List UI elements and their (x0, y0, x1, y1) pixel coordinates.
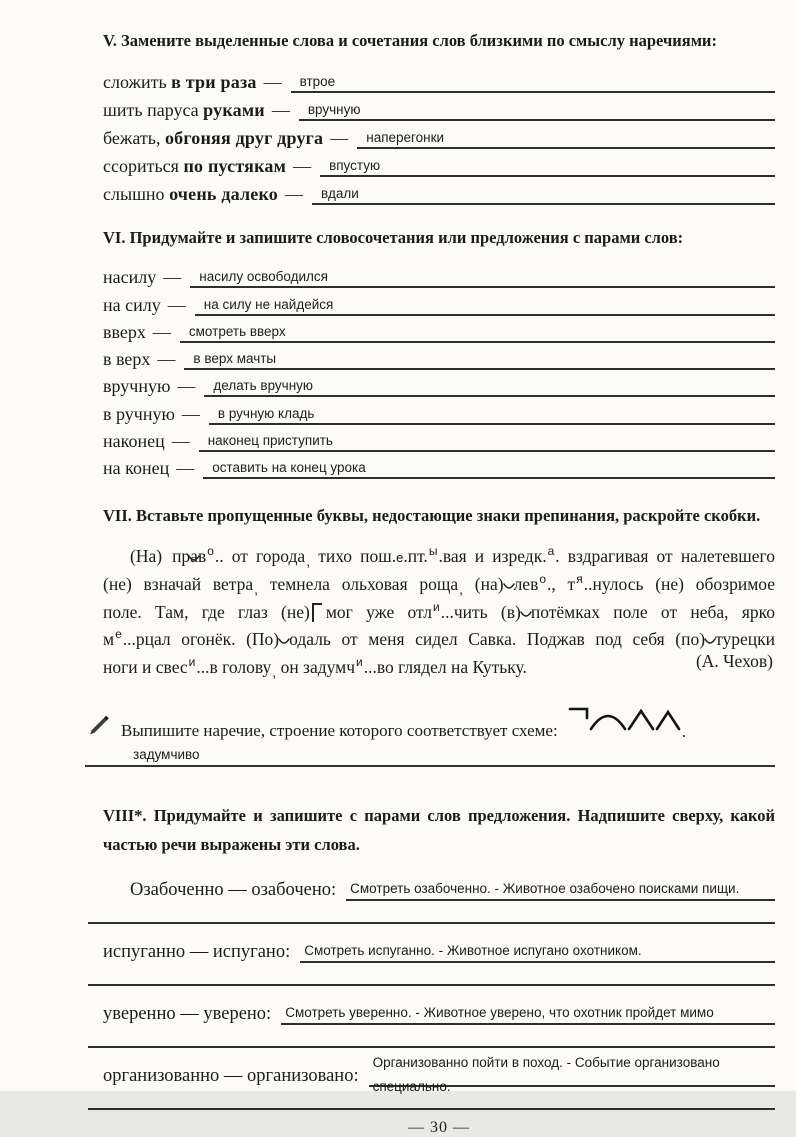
passage-line (103, 538, 776, 570)
passage-text: м (103, 629, 115, 650)
label-highlighted: очень далеко (169, 184, 279, 204)
label-text: шить паруса (103, 100, 204, 120)
dash: — (293, 156, 312, 176)
handwritten-letter: а (547, 544, 555, 559)
morpheme-scheme-icon (568, 702, 680, 740)
label-text: бежать, (103, 128, 165, 148)
item-label (103, 100, 265, 121)
passage-text: (на) (463, 573, 504, 594)
passage-text: одаль от меня сидел Савка. Поджав под себя (по) (289, 629, 706, 650)
exercise-row (103, 65, 775, 93)
item-label: уверенно — уверено: (103, 1004, 272, 1025)
item-label (103, 184, 278, 205)
answer-blank (299, 95, 775, 121)
label-highlighted: обгоняя друг друга (164, 128, 324, 148)
passage-line (103, 566, 776, 597)
handwritten-answer: впустую (329, 158, 381, 173)
passage-text: ..нулось (не) обозримое (583, 573, 776, 594)
passage-text: ...в голову (196, 656, 272, 677)
exercise-row (103, 397, 775, 424)
dash: — (167, 294, 186, 315)
handwritten-answer: Организованно пойти в поход. - Событие организовано (372, 1055, 720, 1071)
handwritten-letter: е (115, 627, 122, 642)
handwritten-letter: о (539, 571, 547, 586)
pencil-task-answer: задумчиво (133, 747, 200, 763)
item-label: организованно — организовано: (103, 1066, 359, 1087)
answer-blank (281, 993, 775, 1025)
exercise-vi-heading: VI. Придумайте и запишите словосочетания или предложения с парами слов: (103, 228, 684, 247)
dash: — (176, 458, 195, 479)
handwritten-answer-line2: специально. (372, 1079, 451, 1095)
passage-text: (На) (130, 546, 163, 567)
handwritten-letter: о (207, 544, 214, 559)
label-text: сложить (103, 72, 172, 92)
exercise-row (103, 261, 775, 288)
handwritten-answer: Смотреть озабоченно. - Животное озабочено поисками пищи. (350, 881, 740, 897)
dash: — (157, 349, 176, 370)
handwritten-letter: я (576, 571, 583, 586)
exercise-row (103, 149, 775, 177)
item-label: вверх (103, 321, 146, 342)
ruled-line (88, 922, 775, 924)
exercise-row (103, 370, 775, 397)
join-mark-icon (503, 573, 515, 601)
pencil-task (87, 702, 775, 742)
exercise-row (103, 121, 775, 149)
passage-text: (не) взначай ветра (103, 573, 254, 594)
handwritten-answer: в ручную кладь (217, 405, 315, 421)
handwritten-answer: в верх мачты (193, 351, 277, 367)
item-label: насилу (103, 267, 157, 288)
separate-mark-icon (312, 603, 322, 622)
passage-text: темнела ольховая роща (258, 573, 459, 594)
passage-text: поле. Там, где глаз (не) (103, 601, 310, 622)
exercise-row (103, 931, 775, 963)
item-label: вручную (103, 376, 171, 397)
answer-blank (184, 344, 775, 370)
handwritten-answer: наконец приступить (207, 433, 333, 449)
answer-blank (346, 869, 775, 901)
exercise-viii-heading: VIII*. Придумайте и запишите с парами слов предложения. Надпишите сверху, какой частью речи выражены эти слова. (103, 806, 775, 855)
handwritten-answer: делать вручную (213, 378, 314, 394)
handwritten-answer: вручную (307, 102, 361, 117)
join-mark-icon (161, 545, 173, 573)
handwritten-letter: и (188, 654, 196, 669)
answer-blank (180, 317, 775, 343)
label-highlighted: по пустякам (183, 156, 287, 176)
handwritten-answer: на силу не найдейся (203, 296, 334, 312)
pencil-icon (87, 714, 111, 742)
scheme-period: . (681, 722, 686, 742)
dash: — (152, 321, 171, 342)
item-label: наконец (103, 431, 165, 452)
handwritten-answer: втрое (299, 74, 336, 89)
exercise-v-rows (103, 65, 775, 205)
handwritten-letter: , (272, 663, 277, 680)
join-mark-icon (278, 628, 290, 656)
ruled-line (85, 765, 775, 767)
exercise-viii-blocks (103, 869, 775, 1110)
item-label (103, 128, 323, 149)
handwritten-answer: насилу освободился (199, 269, 328, 285)
handwritten-answer: Смотреть уверенно. - Животное уверено, что охотник пройдет мимо (285, 1005, 714, 1021)
item-label: Озабоченно — озабочено: (130, 880, 337, 901)
exercise-row (103, 425, 775, 452)
exercise-row (103, 452, 775, 479)
answer-blank (209, 399, 775, 425)
handwritten-letter: и (356, 654, 363, 669)
handwritten-answer: оставить на конец урока (212, 460, 366, 476)
answer-blank (195, 290, 775, 316)
passage-text: ., т (547, 573, 576, 594)
handwritten-letter: ы (428, 544, 438, 559)
passage-text: турецки (715, 629, 775, 650)
item-label: испуганно — испугано: (103, 942, 291, 963)
item-label: в ручную (103, 403, 175, 424)
passage-text: .. от города (214, 546, 306, 567)
answer-blank (300, 931, 775, 963)
passage-text: ...рцал огонёк. (По) (122, 629, 280, 650)
dash: — (177, 376, 196, 397)
author-attribution: (А. Чехов) (695, 651, 773, 672)
answer-blank (312, 179, 775, 205)
label-highlighted: в три раза (171, 72, 257, 92)
dash: — (330, 128, 349, 148)
exercise-block (103, 869, 775, 924)
passage-text: прав (172, 546, 207, 567)
dash: — (163, 267, 182, 288)
exercise-row (103, 343, 775, 370)
answer-blank (357, 123, 775, 149)
dash: — (271, 100, 290, 120)
handwritten-letter: е (396, 550, 404, 566)
answer-blank (190, 262, 775, 288)
exercise-vi-rows (103, 261, 775, 479)
answer-blank (203, 453, 775, 479)
handwritten-answer: наперегонки (366, 130, 445, 145)
passage-text: ...чить (в) (440, 601, 521, 622)
passage-line (103, 621, 775, 649)
dash: — (285, 184, 304, 204)
page-number: — 30 — (408, 1119, 470, 1137)
ruled-line (88, 1108, 775, 1110)
dash: — (171, 431, 190, 452)
exercise-row (103, 1055, 775, 1095)
item-label: в верх (103, 349, 151, 370)
passage-text: ноги и свес (103, 656, 188, 677)
passage-text: . вздрагивая от налетевшего (555, 546, 776, 567)
handwritten-answer: Смотреть испуганно. - Животное испугано охотником. (304, 943, 642, 959)
answer-blank (204, 371, 775, 397)
ruled-line (88, 984, 775, 986)
exercise-vii-heading: VII. Вставьте пропущенные буквы, недостающие знаки препинания, раскройте скобки. (103, 506, 761, 526)
pencil-task-prompt: Выпишите наречие, строение которого соответствует схеме: (121, 721, 558, 741)
label-text: слышно (103, 184, 170, 204)
handwritten-letter: , (254, 580, 259, 597)
item-label: на конец (103, 458, 170, 479)
label-text: ссориться (103, 156, 184, 176)
join-mark-icon (704, 628, 716, 656)
handwritten-answer: смотреть вверх (188, 323, 286, 339)
dash: — (181, 403, 200, 424)
exercise-row (103, 93, 775, 121)
dash: — (263, 72, 282, 92)
passage-text: ...во глядел на Кутьку. (363, 656, 527, 677)
exercise-v-heading: V. Замените выделенные слова и сочетания слов близкими по смыслу наречиями: (103, 31, 717, 50)
answer-blank (320, 151, 775, 177)
exercise-row (103, 177, 775, 205)
handwritten-letter: , (459, 580, 464, 597)
passage-text: тихо пош. (310, 546, 397, 567)
passage-line (103, 594, 775, 622)
exercise-block (103, 993, 775, 1048)
passage-text: лев (513, 573, 539, 594)
label-highlighted: руками (203, 100, 265, 120)
exercise-row (103, 869, 775, 901)
exercise-block (103, 1055, 775, 1110)
answer-blank (291, 67, 775, 93)
passage-text: .пт. (403, 546, 428, 567)
exercise-row (103, 993, 775, 1025)
exercise-row (103, 316, 775, 343)
passage-text: мог уже отл (325, 601, 433, 622)
handwritten-letter: , (306, 553, 311, 570)
passage-text: .вая и изредк. (438, 546, 547, 567)
handwritten-letter: и (433, 599, 440, 614)
exercise-block (103, 931, 775, 986)
answer-blank (369, 1055, 775, 1095)
passage-text: он задумч (276, 656, 356, 677)
handwritten-answer: вдали (321, 186, 359, 201)
item-label (103, 156, 286, 177)
item-label: на силу (103, 294, 161, 315)
item-label (103, 72, 257, 93)
passage-text: потёмках поле от неба, ярко (530, 601, 775, 622)
join-mark-icon (520, 601, 532, 629)
answer-blank (199, 426, 775, 452)
ruled-line (88, 1046, 775, 1048)
exercise-vii-passage (103, 538, 776, 680)
exercise-row (103, 288, 775, 315)
